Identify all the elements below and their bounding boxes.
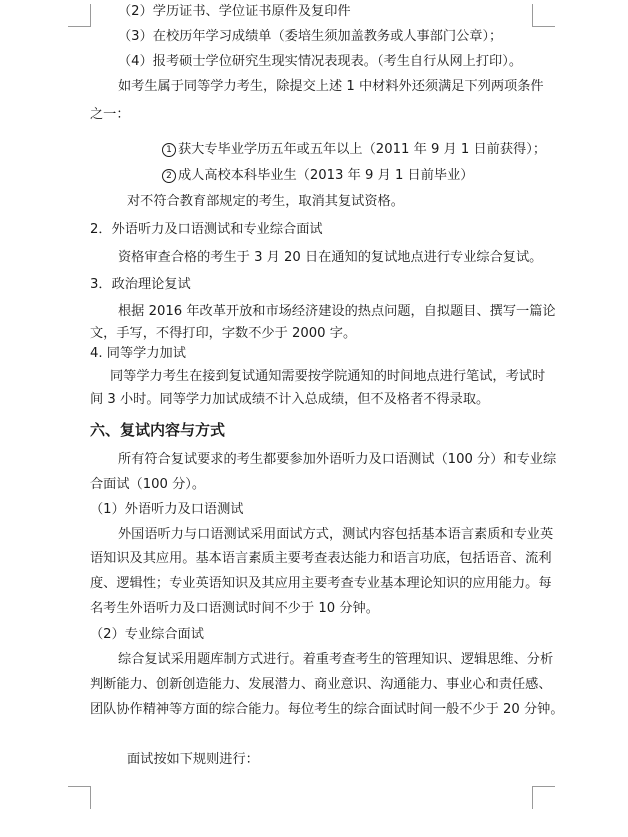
crop-mark-bottom-left — [68, 786, 91, 809]
text-line: 综合复试采用题库制方式进行。着重考查考生的管理知识、逻辑思维、分析 — [118, 652, 554, 667]
section-subtitle: 3．政治理论复试 — [90, 277, 191, 292]
numbered-condition — [162, 141, 546, 159]
text-line: 名考生外语听力及口语测试时间不少于 10 分钟。 — [90, 601, 379, 616]
section-subtitle: （2）专业综合面试 — [90, 627, 204, 642]
text-line: 如考生属于同等学力考生，除提交上述 1 中材料外还须满足下列两项条件 — [118, 79, 544, 94]
text-line: 所有符合复试要求的考生都要参加外语听力及口语测试（100 分）和专业综 — [118, 452, 557, 467]
crop-mark-bottom-right — [532, 786, 555, 809]
text-line: 资格审查合格的考生于 3 月 20 日在通知的复试地点进行专业综合复试。 — [118, 250, 543, 265]
text-line: （3）在校历年学习成绩单（委培生须加盖教务或人事部门公章）； — [118, 29, 503, 44]
text-line: 外国语听力与口语测试采用面试方式，测试内容包括基本语言素质和专业英 — [118, 527, 554, 542]
text-line: 面试按如下规则进行： — [127, 752, 259, 767]
numbered-condition — [162, 167, 474, 185]
circled-number-marker: 2 — [162, 169, 176, 183]
text-line: （2）学历证书、学位证书原件及复印件 — [118, 4, 351, 19]
text-line: 度、逻辑性；专业英语知识及其应用主要考查专业基本理论知识的应用能力。每 — [90, 576, 552, 591]
crop-mark-top-left — [68, 4, 91, 27]
text-line: 文，手写，不得打印，字数不少于 2000 字。 — [90, 326, 357, 341]
text-line: （4）报考硕士学位研究生现实情况表现表。（考生自行从网上打印）。 — [118, 54, 522, 69]
condition-text: 获大专毕业学历五年或五年以上（2011 年 9 月 1 日前获得）； — [178, 142, 547, 157]
section-subtitle: （1）外语听力及口语测试 — [90, 502, 244, 517]
text-line: 判断能力、创新创造能力、发展潜力、商业意识、沟通能力、事业心和责任感、 — [90, 677, 552, 692]
text-line: 团队协作精神等方面的综合能力。每位考生的综合面试时间一般不少于 20 分钟。 — [90, 702, 564, 717]
circled-number-marker: 1 — [162, 143, 176, 157]
text-line: 根据 2016 年改革开放和市场经济建设的热点问题，自拟题目、撰写一篇论 — [118, 304, 556, 319]
text-line: 对不符合教育部规定的考生，取消其复试资格。 — [127, 194, 404, 209]
section-subtitle: 4. 同等学力加试 — [90, 346, 186, 361]
text-line: 之一： — [90, 107, 130, 122]
text-line: 同等学力考生在接到复试通知需要按学院通知的时间地点进行笔试，考试时 — [110, 369, 546, 384]
text-line: 间 3 小时。同等学力加试成绩不计入总成绩，但不及格者不得录取。 — [90, 392, 490, 407]
condition-text: 成人高校本科毕业生（2013 年 9 月 1 日前毕业） — [178, 168, 474, 183]
text-line: 语知识及其应用。基本语言素质主要考查表达能力和语言功底，包括语音、流利 — [90, 551, 552, 566]
section-subtitle: 2．外语听力及口语测试和专业综合面试 — [90, 222, 323, 237]
section-heading: 六、复试内容与方式 — [90, 421, 226, 439]
crop-mark-top-right — [532, 4, 555, 27]
text-line: 合面试（100 分）。 — [90, 477, 206, 492]
